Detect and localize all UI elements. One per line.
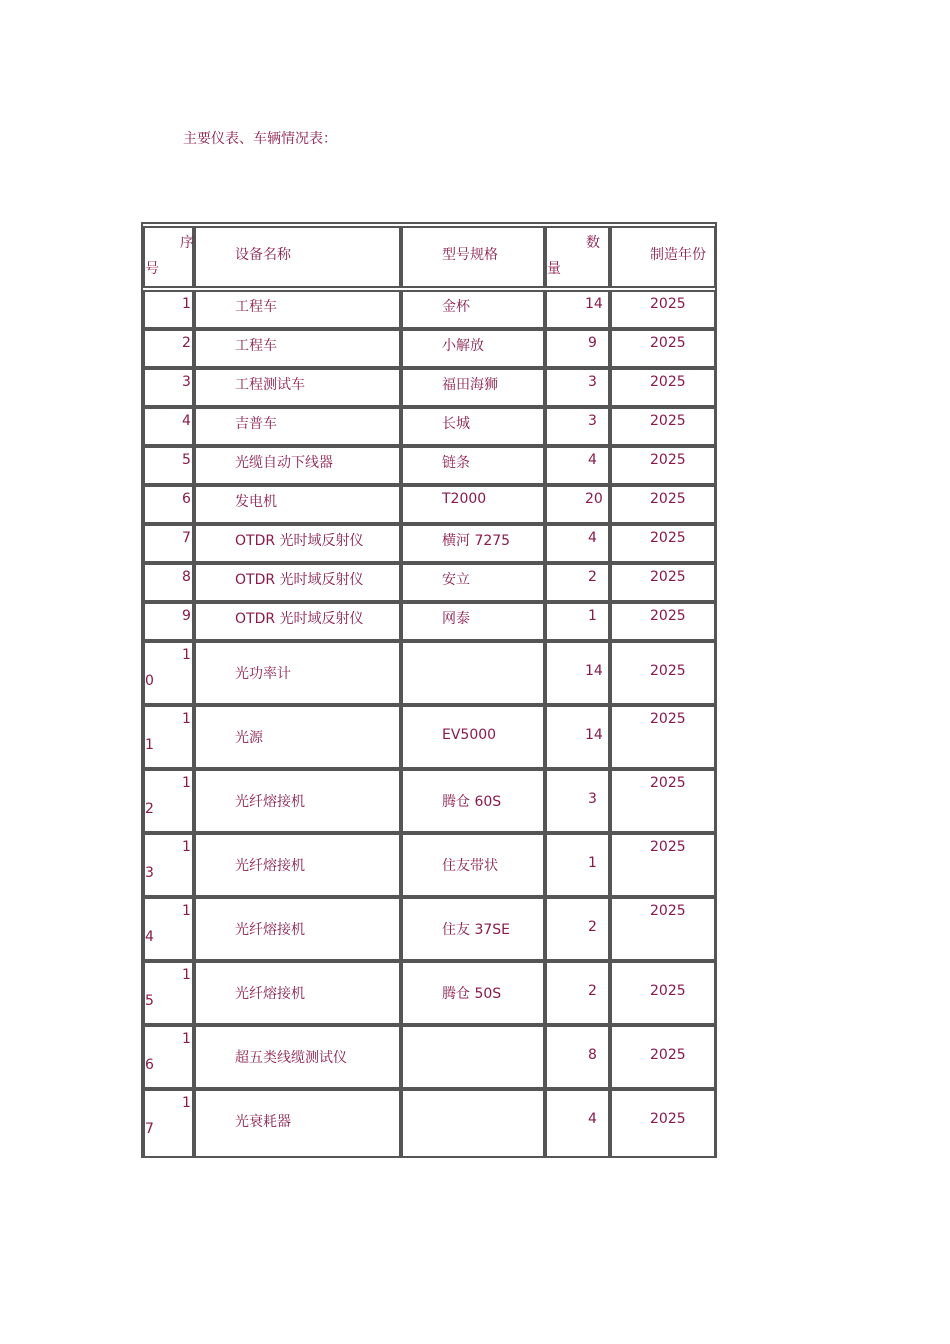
row-name-text: 吉普车 <box>235 416 277 432</box>
row-model-text: T2000 <box>442 491 487 507</box>
row-seq <box>143 1025 194 1089</box>
row-seq <box>143 368 194 407</box>
row-model-text: 长城 <box>442 416 470 432</box>
row-model-text: 链条 <box>442 455 470 471</box>
row-name-text: 工程车 <box>235 299 277 315</box>
row-qty-text: 1 <box>588 855 597 871</box>
row-seq <box>143 524 194 563</box>
header-year-label: 制造年份 <box>650 247 706 263</box>
row-seq-a: 7 <box>182 530 191 546</box>
row-seq <box>143 563 194 602</box>
header-qty-bottom: 量 <box>547 261 561 277</box>
row-seq <box>143 329 194 368</box>
row-name-text: 光纤熔接机 <box>235 794 305 810</box>
row-model <box>401 961 545 1025</box>
row-seq-a: 5 <box>182 452 191 468</box>
row-seq-a: 6 <box>182 491 191 507</box>
row-name-text: 光纤熔接机 <box>235 922 305 938</box>
row-seq <box>143 897 194 961</box>
row-year-text: 2025 <box>650 374 686 390</box>
row-seq <box>143 407 194 446</box>
header-model <box>401 226 545 288</box>
header-year <box>610 226 716 288</box>
row-qty <box>545 290 610 329</box>
header-model-label: 型号规格 <box>442 247 498 263</box>
row-name <box>194 897 401 961</box>
row-qty <box>545 524 610 563</box>
row-qty <box>545 1089 610 1158</box>
header-name <box>194 226 401 288</box>
row-seq-b: 4 <box>145 929 154 945</box>
row-year <box>610 485 716 524</box>
header-seq-bottom: 号 <box>145 261 159 277</box>
row-model <box>401 407 545 446</box>
row-year <box>610 705 716 769</box>
row-model <box>401 641 545 705</box>
row-name <box>194 602 401 641</box>
row-qty-text: 3 <box>588 791 597 807</box>
row-seq-a: 4 <box>182 413 191 429</box>
row-year <box>610 641 716 705</box>
row-seq <box>143 485 194 524</box>
row-seq-a: 1 <box>182 967 191 983</box>
row-qty <box>545 329 610 368</box>
row-qty-text: 4 <box>588 1111 597 1127</box>
table-caption: 主要仪表、车辆情况表： <box>183 131 337 147</box>
row-name <box>194 1025 401 1089</box>
row-qty-text: 4 <box>588 452 597 468</box>
row-name-text: 光纤熔接机 <box>235 858 305 874</box>
row-year-text: 2025 <box>650 775 686 791</box>
row-qty-text: 14 <box>585 663 603 679</box>
row-year-text: 2025 <box>650 1047 686 1063</box>
row-seq <box>143 769 194 833</box>
row-name-text: 超五类线缆测试仪 <box>235 1050 347 1066</box>
row-seq <box>143 290 194 329</box>
row-seq-a: 3 <box>182 374 191 390</box>
row-qty-text: 2 <box>588 983 597 999</box>
row-qty <box>545 1025 610 1089</box>
row-model <box>401 1025 545 1089</box>
row-year <box>610 1025 716 1089</box>
row-year <box>610 524 716 563</box>
row-year <box>610 602 716 641</box>
row-model <box>401 329 545 368</box>
row-seq-a: 1 <box>182 1095 191 1111</box>
row-seq-a: 2 <box>182 335 191 351</box>
row-seq-b: 2 <box>145 801 154 817</box>
row-model-text: 横河 7275 <box>442 533 511 549</box>
row-year-text: 2025 <box>650 839 686 855</box>
row-seq-a: 1 <box>182 903 191 919</box>
row-qty <box>545 407 610 446</box>
row-seq-a: 1 <box>182 1031 191 1047</box>
equipment-table <box>141 222 717 1158</box>
row-model-text: 福田海狮 <box>442 377 498 393</box>
row-qty-text: 20 <box>585 491 603 507</box>
row-name <box>194 961 401 1025</box>
row-seq-b: 6 <box>145 1057 154 1073</box>
row-qty-text: 4 <box>588 530 597 546</box>
row-model-text: 腾仓 50S <box>442 986 502 1002</box>
row-seq-b: 0 <box>145 673 154 689</box>
row-seq <box>143 446 194 485</box>
row-model <box>401 769 545 833</box>
row-year-text: 2025 <box>650 530 686 546</box>
row-year-text: 2025 <box>650 413 686 429</box>
row-name <box>194 485 401 524</box>
row-year <box>610 446 716 485</box>
row-year-text: 2025 <box>650 335 686 351</box>
row-name <box>194 833 401 897</box>
row-seq-a: 8 <box>182 569 191 585</box>
row-name <box>194 641 401 705</box>
row-seq-b: 3 <box>145 865 154 881</box>
row-qty-text: 14 <box>585 296 603 312</box>
row-qty-text: 3 <box>588 374 597 390</box>
row-model-text: 住友带状 <box>442 858 498 874</box>
row-year-text: 2025 <box>650 903 686 919</box>
row-seq-a: 1 <box>182 711 191 727</box>
row-seq <box>143 705 194 769</box>
row-seq-a: 1 <box>182 775 191 791</box>
row-qty-text: 3 <box>588 413 597 429</box>
row-model <box>401 290 545 329</box>
row-name <box>194 563 401 602</box>
row-year-text: 2025 <box>650 711 686 727</box>
row-name-text: OTDR 光时域反射仪 <box>235 533 364 549</box>
row-year-text: 2025 <box>650 608 686 624</box>
row-name-text: 光衰耗器 <box>235 1114 291 1130</box>
row-name-text: OTDR 光时域反射仪 <box>235 611 364 627</box>
row-qty-text: 1 <box>588 608 597 624</box>
row-qty-text: 8 <box>588 1047 597 1063</box>
row-year-text: 2025 <box>650 491 686 507</box>
row-year <box>610 961 716 1025</box>
row-name-text: 光源 <box>235 730 263 746</box>
row-seq-b: 7 <box>145 1121 154 1137</box>
row-year-text: 2025 <box>650 663 686 679</box>
row-model <box>401 446 545 485</box>
row-name-text: 光功率计 <box>235 666 291 682</box>
row-model-text: 腾仓 60S <box>442 794 502 810</box>
row-year-text: 2025 <box>650 1111 686 1127</box>
row-year <box>610 563 716 602</box>
row-name <box>194 329 401 368</box>
row-year <box>610 897 716 961</box>
row-seq-a: 1 <box>182 647 191 663</box>
header-seq-top: 序 <box>180 235 194 251</box>
row-seq-b: 1 <box>145 737 154 753</box>
row-name <box>194 290 401 329</box>
row-model <box>401 368 545 407</box>
row-name <box>194 769 401 833</box>
row-model <box>401 705 545 769</box>
row-year <box>610 1089 716 1158</box>
row-year <box>610 368 716 407</box>
row-qty <box>545 897 610 961</box>
row-year-text: 2025 <box>650 296 686 312</box>
row-model <box>401 485 545 524</box>
row-seq <box>143 833 194 897</box>
row-seq-b: 5 <box>145 993 154 1009</box>
row-name-text: 工程测试车 <box>235 377 305 393</box>
row-model <box>401 833 545 897</box>
row-qty <box>545 641 610 705</box>
row-seq-a: 1 <box>182 296 191 312</box>
row-model-text: 安立 <box>442 572 470 588</box>
header-qty-top: 数 <box>586 235 600 251</box>
row-name-text: 光纤熔接机 <box>235 986 305 1002</box>
row-qty-text: 14 <box>585 727 603 743</box>
row-model-text: 网泰 <box>442 611 470 627</box>
row-year <box>610 769 716 833</box>
row-qty <box>545 563 610 602</box>
row-year-text: 2025 <box>650 569 686 585</box>
row-year-text: 2025 <box>650 452 686 468</box>
row-model <box>401 563 545 602</box>
row-qty <box>545 705 610 769</box>
row-qty <box>545 769 610 833</box>
row-model <box>401 897 545 961</box>
row-qty-text: 2 <box>588 919 597 935</box>
row-seq <box>143 1089 194 1158</box>
row-year <box>610 407 716 446</box>
row-name-text: 发电机 <box>235 494 277 510</box>
row-seq-a: 1 <box>182 839 191 855</box>
row-model <box>401 602 545 641</box>
row-model-text: 小解放 <box>442 338 484 354</box>
header-name-label: 设备名称 <box>235 247 291 263</box>
row-seq <box>143 602 194 641</box>
row-seq <box>143 961 194 1025</box>
row-name <box>194 446 401 485</box>
row-model <box>401 524 545 563</box>
row-qty <box>545 833 610 897</box>
row-name <box>194 368 401 407</box>
row-year-text: 2025 <box>650 983 686 999</box>
row-model-text: EV5000 <box>442 727 497 743</box>
row-name <box>194 407 401 446</box>
row-name-text: OTDR 光时域反射仪 <box>235 572 364 588</box>
row-qty <box>545 485 610 524</box>
row-seq <box>143 641 194 705</box>
row-model-text: 金杯 <box>442 299 470 315</box>
row-name-text: 光缆自动下线器 <box>235 455 333 471</box>
row-qty-text: 2 <box>588 569 597 585</box>
row-year <box>610 290 716 329</box>
row-name <box>194 524 401 563</box>
row-year <box>610 833 716 897</box>
row-name <box>194 705 401 769</box>
header-seq <box>143 226 194 288</box>
row-qty <box>545 961 610 1025</box>
row-year <box>610 329 716 368</box>
row-name <box>194 1089 401 1158</box>
row-qty <box>545 602 610 641</box>
row-seq-a: 9 <box>182 608 191 624</box>
header-qty <box>545 226 610 288</box>
row-model <box>401 1089 545 1158</box>
row-model-text: 住友 37SE <box>442 922 510 938</box>
row-name-text: 工程车 <box>235 338 277 354</box>
row-qty <box>545 368 610 407</box>
row-qty-text: 9 <box>588 335 597 351</box>
row-qty <box>545 446 610 485</box>
